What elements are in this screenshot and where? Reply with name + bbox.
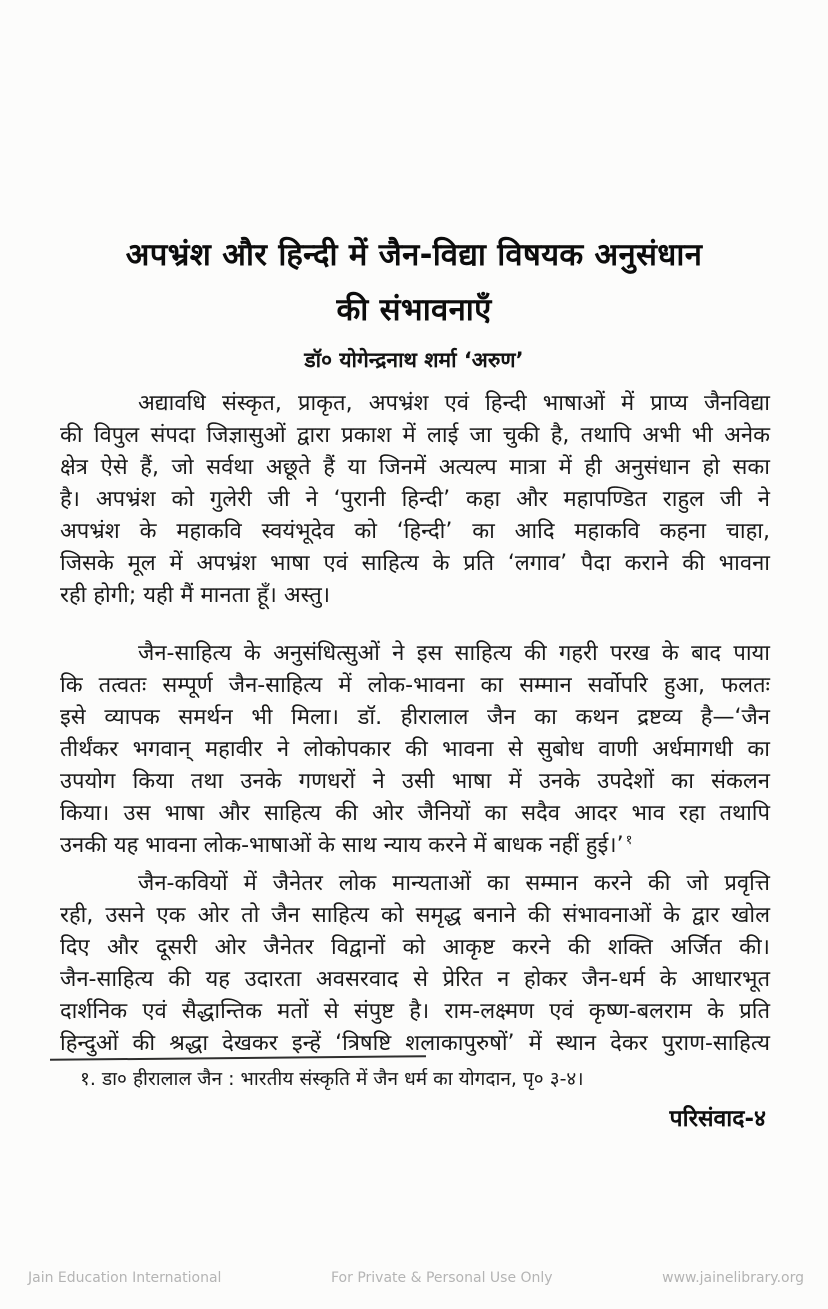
footnote: १. डा० हीरालाल जैन : भारतीय संस्कृति में जैन धर्म का योगदान, पृ० ३-४। [80,1068,584,1090]
footnote-reference: १ [625,832,633,848]
paragraph-2 [60,638,770,862]
text-line: तीर्थंकर भगवान् महावीर ने लोकोपकार की भावना से सुबोध वाणी अर्धमागधी का [60,737,770,762]
text-line [60,830,770,862]
text-line: जैन-कवियों में जैनेतर लोक मान्यताओं का सम्मान करने की जो प्रवृत्ति [138,871,770,896]
footer-website: www.jainelibrary.org [662,1270,804,1286]
text-line: इसे व्यापक समर्थन भी मिला। डॉ. हीरालाल जैन का कथन द्रष्टव्य है—‘जैन [60,705,770,730]
text-line: हिन्दुओं की श्रद्धा देखकर इन्हें ‘त्रिषष्टि शलाकापुरुषों’ में स्थान देकर पुराण-साहित्य [60,1031,770,1056]
text-line: दिए और दूसरी ओर जैनेतर विद्वानों को आकृष्ट करने की शक्ति अर्जित की। [60,935,770,960]
paragraph-3 [60,868,770,1060]
text-line: रही, उसने एक ओर तो जैन साहित्य को समृद्ध बनाने की संभावनाओं के द्वार खोल [60,903,770,928]
paragraph-1 [60,388,770,612]
scan-footer [28,1270,804,1286]
text-line: जिसके मूल में अपभ्रंश भाषा एवं साहित्य के प्रति ‘लगाव’ पैदा कराने की भावना [60,551,770,576]
text-line: की विपुल संपदा जिज्ञासुओं द्वारा प्रकाश में लाई जा चुकी है, तथापि अभी भी अनेक [60,423,770,448]
text-line: अपभ्रंश के महाकवि स्वयंभूदेव को ‘हिन्दी’ का आदि महाकवि कहना चाहा, [60,519,770,544]
article-title-line1: अपभ्रंश और हिन्दी में जैन-विद्या विषयक अनुसंधान [125,237,703,273]
text-line: जैन-साहित्य के अनुसंधित्सुओं ने इस साहित्य की गहरी परख के बाद पाया [138,641,770,666]
page-marker: परिसंवाद-४ [669,1106,766,1132]
text-line: रही होगी; यही मैं मानता हूँ। अस्तु। [60,583,331,608]
footer-usage-note: For Private & Personal Use Only [331,1270,553,1286]
text-line: उपयोग किया तथा उनके गणधरों ने उसी भाषा में उनके उपदेशों का संकलन [60,769,770,794]
text-line: किया। उस भाषा और साहित्य की ओर जैनियों का सदैव आदर भाव रहा तथापि [60,801,770,826]
text-line: क्षेत्र ऐसे हैं, जो सर्वथा अछूते हैं या जिनमें अत्यल्प मात्रा में ही अनुसंधान हो सका [60,455,770,480]
text-line-content: उनकी यह भावना लोक-भाषाओं के साथ न्याय करने में बाधक नहीं हुई।’ [60,833,624,858]
article-title [40,228,788,338]
text-line: जैन-साहित्य की यह उदारता अवसरवाद से प्रेरित न होकर जैन-धर्म के आधारभूत [60,967,770,992]
text-line: दार्शनिक एवं सैद्धान्तिक मतों से संपुष्ट है। राम-लक्ष्मण एवं कृष्ण-बलराम के प्रति [60,999,770,1024]
text-line: है। अपभ्रंश को गुलेरी जी ने ‘पुरानी हिन्दी’ कहा और महापण्डित राहुल जी ने [60,487,770,512]
article-title-line2: की संभावनाएँ [336,292,492,328]
text-line: कि तत्वतः सम्पूर्ण जैन-साहित्य में लोक-भावना का सम्मान सर्वोपरि हुआ, फलतः [60,673,770,698]
text-line: अद्यावधि संस्कृत, प्राकृत, अपभ्रंश एवं हिन्दी भाषाओं में प्राप्य जैनविद्या [138,391,770,416]
author-byline: डॉ० योगेन्द्रनाथ शर्मा ‘अरुण’ [304,348,524,372]
footer-publisher: Jain Education International [28,1270,222,1286]
article-body [60,388,770,1060]
